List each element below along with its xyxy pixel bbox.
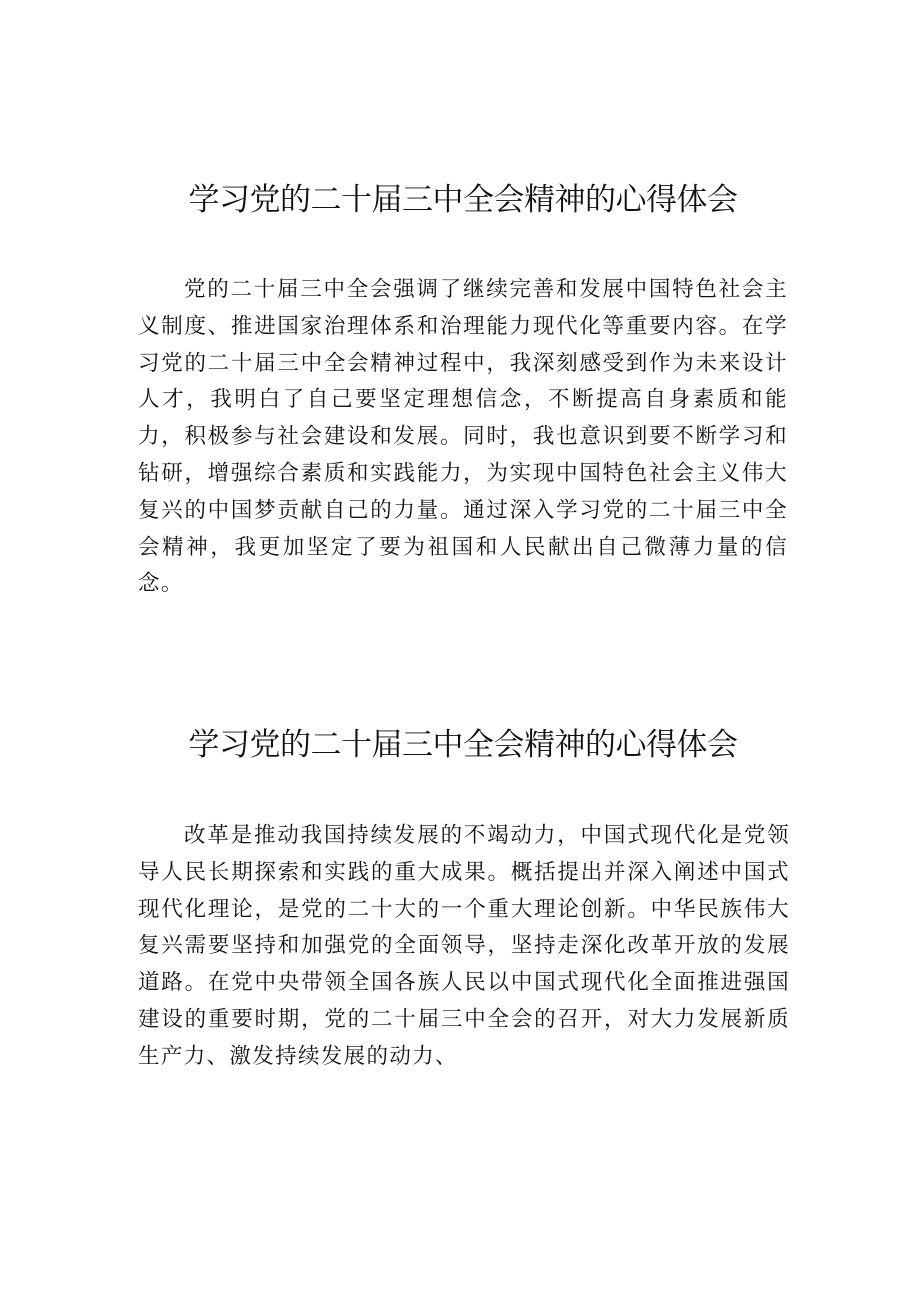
essay-paragraph: 改革是推动我国持续发展的不竭动力，中国式现代化是党领导人民长期探索和实践的重大成果。概括提出并深入阐述中国式现代化理论，是党的二十大的一个重大理论创新。中华民族伟大复兴需要坚持和加强党的全面领导，坚持走深化改革开放的发展道路。在党中央带领全国各族人民以中国式现代化全面推进强国建设的重要时期，党的二十届三中全会的召开，对大力发展新质生产力、激发持续发展的动力、 [138,823,790,1069]
essay-title: 学习党的二十届三中全会精神的心得体会 [188,727,738,763]
essay-title: 学习党的二十届三中全会精神的心得体会 [188,182,738,218]
essay-paragraph: 党的二十届三中全会强调了继续完善和发展中国特色社会主义制度、推进国家治理体系和治理能力现代化等重要内容。在学习党的二十届三中全会精神过程中，我深刻感受到作为未来设计人才，我明白了自己要坚定理想信念，不断提高自身素质和能力，积极参与社会建设和发展。同时，我也意识到要不断学习和钻研，增强综合素质和实践能力，为实现中国特色社会主义伟大复兴的中国梦贡献自己的力量。通过深入学习党的二十届三中全会精神，我更加坚定了要为祖国和人民献出自己微薄力量的信念。 [138,277,788,597]
essay-section-2 [138,721,788,1076]
essay-section-1 [138,176,788,603]
